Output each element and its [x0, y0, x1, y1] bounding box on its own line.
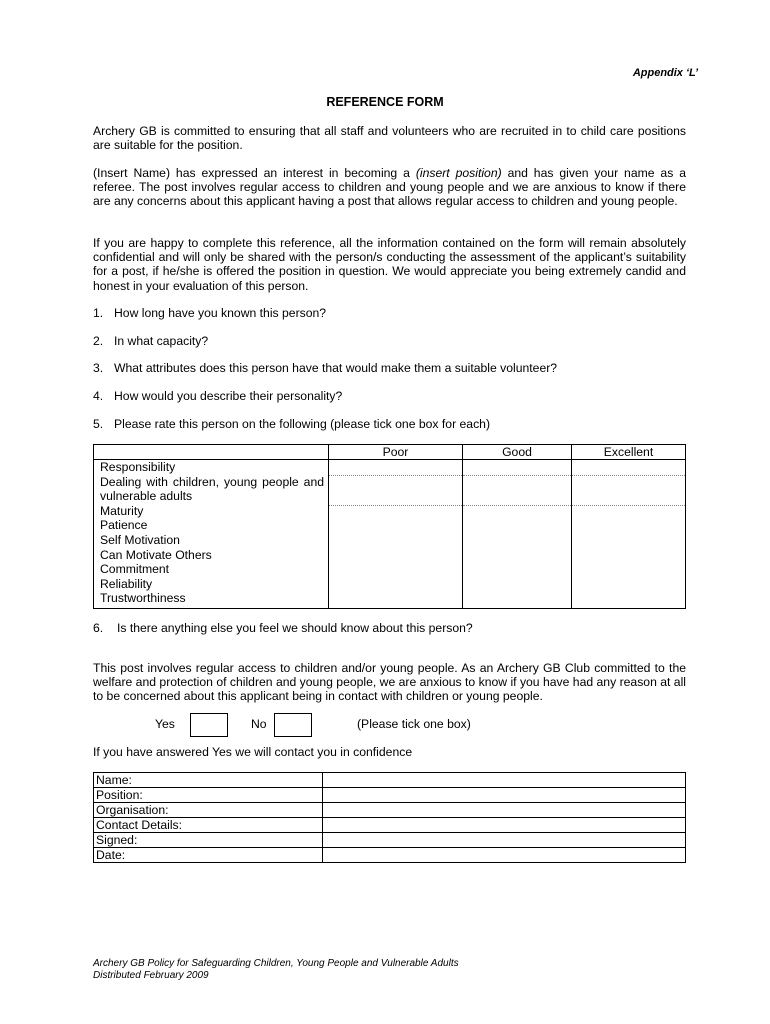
question-5	[93, 417, 490, 431]
signed-label: Signed:	[94, 833, 323, 848]
question-text: What attributes does this person have that would make them a suitable volunteer?	[114, 361, 558, 375]
confidence-note: If you have answered Yes we will contact you in confidence	[93, 745, 413, 759]
footer	[93, 958, 459, 982]
intro-paragraph-2	[93, 166, 686, 209]
attribute-reliability: Reliability	[100, 576, 153, 591]
appendix-label: Appendix ‘L’	[632, 67, 698, 79]
contact-row-position	[94, 788, 686, 803]
page-title: REFERENCE FORM	[326, 95, 444, 109]
attribute-self-motivation: Self Motivation	[100, 532, 180, 547]
concern-paragraph: This post involves regular access to children and/or young people. As an Archery GB Club committed to the welfare and protection of children and young people, we are anxious to know if you have had any reason at all to be concerned about this applicant being in contact with children or young people.	[93, 661, 686, 704]
footer-policy-title: Archery GB Policy for Safeguarding Children, Young People and Vulnerable Adults	[93, 958, 459, 969]
question-text: In what capacity?	[114, 334, 209, 348]
question-number: 1.	[93, 306, 104, 320]
question-number: 6.	[93, 621, 104, 635]
excellent-tick-column[interactable]	[572, 460, 686, 609]
question-number: 2.	[93, 334, 104, 348]
rating-column-good: Good	[463, 445, 572, 460]
organisation-label: Organisation:	[94, 803, 323, 818]
rating-column-poor: Poor	[329, 445, 463, 460]
good-tick-column[interactable]	[463, 460, 572, 609]
rating-attributes	[94, 460, 329, 609]
attribute-responsibility: Responsibility	[100, 460, 176, 474]
question-4	[93, 389, 342, 403]
question-6	[93, 621, 473, 635]
tick-note: (Please tick one box)	[357, 717, 471, 731]
rating-column-excellent: Excellent	[572, 445, 686, 460]
name-field[interactable]	[323, 773, 686, 788]
position-label: Position:	[94, 788, 323, 803]
attribute-dealing-with-children: Dealing with children, young people and vulnerable adults	[100, 474, 324, 504]
contact-row-signed	[94, 833, 686, 848]
question-number: 5.	[93, 417, 104, 431]
yes-checkbox[interactable]	[190, 713, 228, 737]
question-number: 4.	[93, 389, 104, 403]
contact-details-field[interactable]	[323, 818, 686, 833]
question-number: 3.	[93, 361, 104, 375]
contact-details-table	[93, 772, 686, 863]
organisation-field[interactable]	[323, 803, 686, 818]
intro-p2-start: (Insert Name) has expressed an interest in becoming a	[93, 166, 416, 180]
date-label: Date:	[94, 848, 323, 863]
insert-position-placeholder: (insert position)	[415, 166, 502, 180]
question-text: Please rate this person on the following (please tick one box for each)	[114, 417, 490, 431]
question-3	[93, 361, 557, 375]
yes-label: Yes	[155, 717, 175, 731]
rating-table	[93, 444, 686, 609]
question-text: How long have you known this person?	[114, 306, 327, 320]
contact-row-contact-details	[94, 818, 686, 833]
attribute-commitment: Commitment	[100, 562, 170, 577]
no-label: No	[251, 717, 267, 731]
contact-row-organisation	[94, 803, 686, 818]
attribute-trustworthiness: Trustworthiness	[100, 591, 186, 606]
attribute-maturity: Maturity	[100, 503, 144, 518]
intro-paragraph-1: Archery GB is committed to ensuring that all staff and volunteers who are recruited in to child care positions are suitable for the position.	[93, 124, 686, 153]
contact-row-name	[94, 773, 686, 788]
no-checkbox[interactable]	[274, 713, 312, 737]
contact-details-label: Contact Details:	[94, 818, 323, 833]
rating-body-row	[94, 460, 686, 609]
date-field[interactable]	[323, 848, 686, 863]
question-2	[93, 334, 208, 348]
question-text: How would you describe their personality?	[114, 389, 343, 403]
question-1	[93, 306, 326, 320]
footer-distribution-date: Distributed February 2009	[93, 970, 209, 981]
contact-row-date	[94, 848, 686, 863]
rating-header-blank	[94, 445, 329, 460]
intro-paragraph-3: If you are happy to complete this reference, all the information contained on the form will remain absolutely confidential and will only be shared with the person/s conducting the assessment of the applicant’s suitability for a post, if he/she is offered the position in question. We would appreciate you being extremely candid and honest in your evaluation of this person.	[93, 236, 686, 293]
attribute-can-motivate-others: Can Motivate Others	[100, 547, 212, 562]
intro-p2-end: and has given your name as a referee. The post involves regular access to children and young people and we are anxious to know if there are any concerns about this applicant having a post that allows regular access to children and young people.	[93, 166, 686, 209]
signed-field[interactable]	[323, 833, 686, 848]
name-label: Name:	[94, 773, 323, 788]
poor-tick-column[interactable]	[329, 460, 463, 609]
position-field[interactable]	[323, 788, 686, 803]
attribute-patience: Patience	[100, 518, 148, 533]
rating-header-row	[94, 445, 686, 460]
question-text: Is there anything else you feel we should know about this person?	[117, 621, 473, 635]
